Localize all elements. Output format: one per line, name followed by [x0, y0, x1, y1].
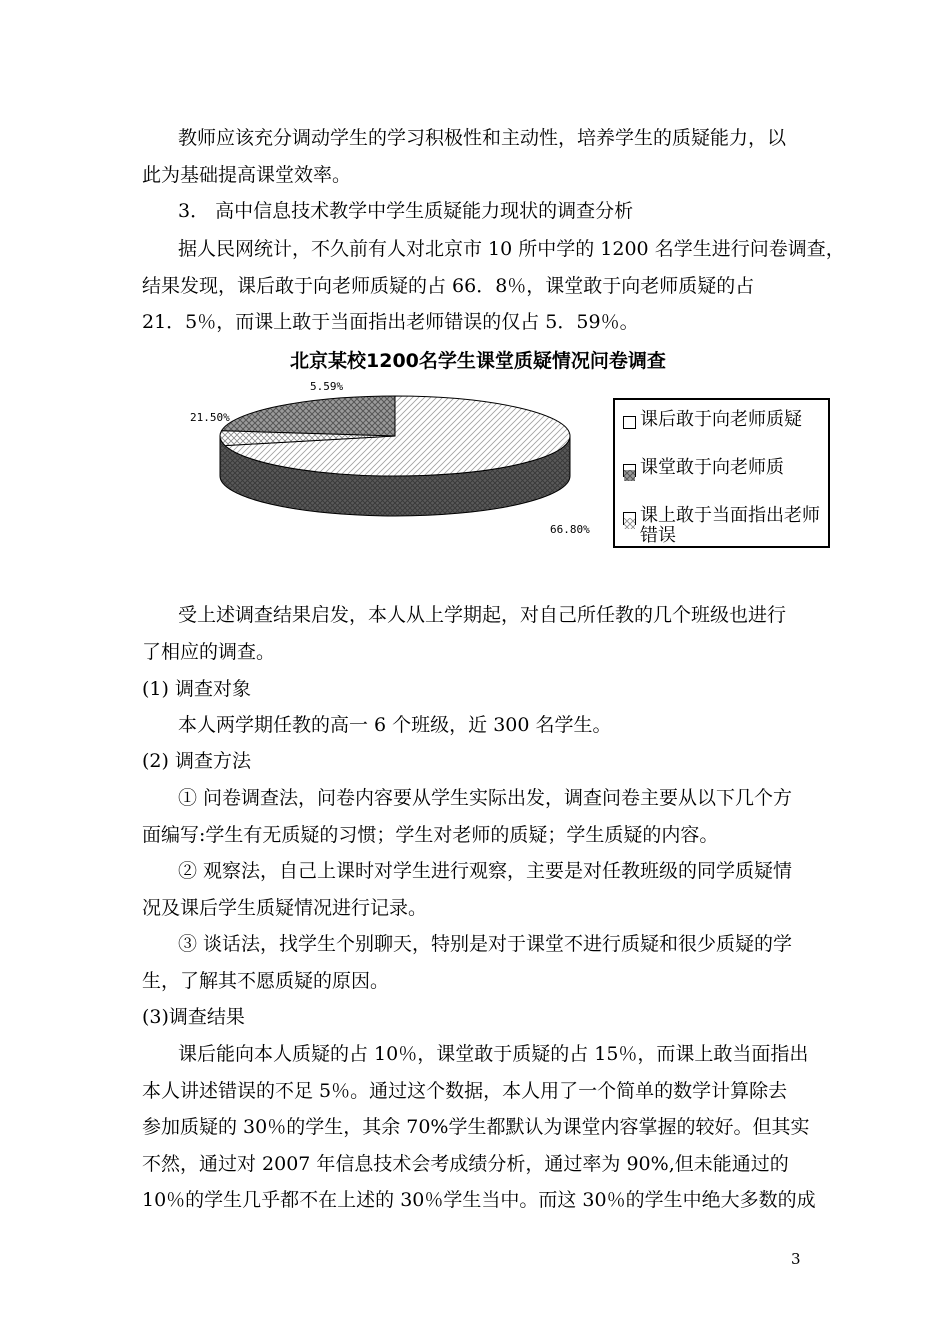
page-number: 3 [791, 1250, 801, 1268]
pie-data-label: 21.50% [190, 411, 230, 424]
text-line: 10％的学生几乎都不在上述的 30％学生当中。而这 30％的学生中绝大多数的成 [142, 1189, 816, 1211]
legend-item [623, 410, 830, 430]
text-line: 受上述调查结果启发，本人从上学期起，对自己所任教的几个班级也进行 [178, 604, 787, 626]
text-line: ① 问卷调查法，问卷内容要从学生实际出发，调查问卷主要从以下几个方 [178, 787, 793, 809]
text-line: 不然，通过对 2007 年信息技术会考成绩分析，通过率为 90%,但未能通过的 [142, 1153, 789, 1175]
subheading: (2) 调查方法 [142, 750, 251, 772]
chart-title: 北京某校1200名学生课堂质疑情况问卷调查 [290, 350, 666, 372]
text-line: 况及课后学生质疑情况进行记录。 [142, 897, 428, 919]
chart-legend [613, 398, 830, 548]
legend-label: 课后敢于向老师质疑 [640, 409, 802, 430]
legend-swatch [623, 416, 636, 429]
legend-label: 课堂敢于向老师质 [640, 457, 784, 478]
text-line: 结果发现，课后敢于向老师质疑的占 66．8％，课堂敢于向老师质疑的占 [142, 275, 755, 297]
text-line: 课后能向本人质疑的占 10％，课堂敢于质疑的占 15％，而课上敢当面指出 [178, 1043, 809, 1065]
legend-item [623, 458, 830, 478]
text-line: 此为基础提高课堂效率。 [142, 164, 352, 186]
text-line: 21．5％，而课上敢于当面指出老师错误的仅占 5．59％。 [142, 311, 639, 333]
pie-chart [150, 378, 610, 548]
text-line: ② 观察法，自己上课时对学生进行观察，主要是对任教班级的同学质疑情 [178, 860, 793, 882]
legend-item [623, 506, 830, 546]
text-line: 教师应该充分调动学生的学习积极性和主动性，培养学生的质疑能力，以 [178, 127, 787, 149]
text-line: 生，了解其不愿质疑的原因。 [142, 970, 390, 992]
text-line: 面编写:学生有无质疑的习惯；学生对老师的质疑；学生质疑的内容。 [142, 824, 719, 846]
text-line: 参加质疑的 30％的学生，其余 70%学生都默认为课堂内容掌握的较好。但其实 [142, 1116, 810, 1138]
pie-slice [222, 396, 395, 436]
text-line: 本人两学期任教的高一 6 个班级，近 300 名学生。 [178, 714, 612, 736]
text-line: 据人民网统计，不久前有人对北京市 10 所中学的 1200 名学生进行问卷调查， [178, 238, 845, 260]
section-heading: 3． 高中信息技术教学中学生质疑能力现状的调查分析 [178, 200, 634, 222]
legend-label: 课上敢于当面指出老师错误 [640, 505, 820, 546]
text-line: ③ 谈话法，找学生个别聊天，特别是对于课堂不进行质疑和很少质疑的学 [178, 933, 793, 955]
text-line: 本人讲述错误的不足 5％。通过这个数据，本人用了一个简单的数学计算除去 [142, 1080, 788, 1102]
subheading: (1) 调查对象 [142, 678, 251, 700]
pie-data-label: 66.80% [550, 523, 590, 536]
pie-data-label: 5.59% [310, 380, 344, 393]
text-line: 了相应的调查。 [142, 641, 276, 663]
subheading: (3)调查结果 [142, 1006, 245, 1028]
